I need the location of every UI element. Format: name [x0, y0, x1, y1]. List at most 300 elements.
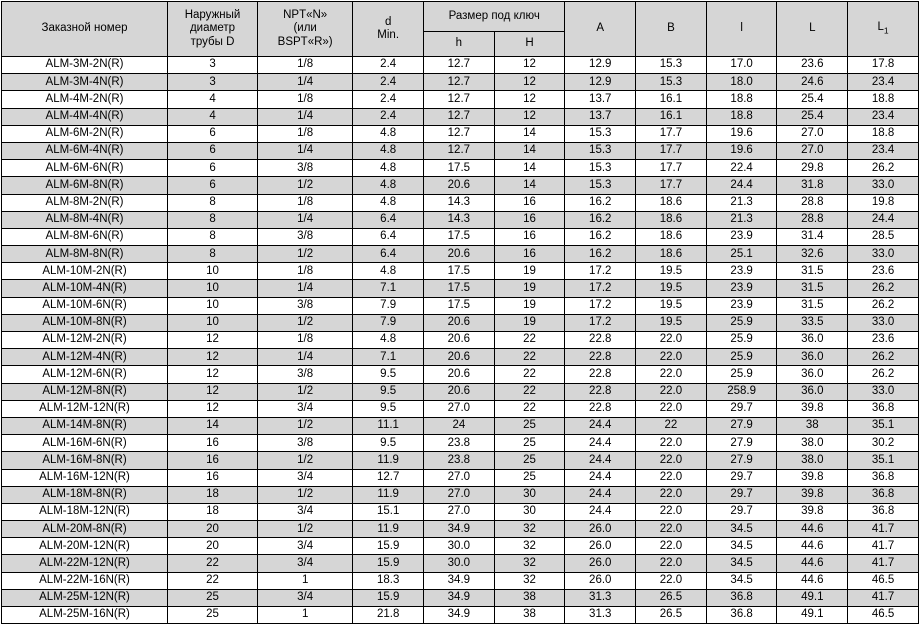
cell-b: 22.0 — [636, 435, 707, 452]
cell-b: 26.5 — [636, 607, 707, 624]
cell-wrench-h-upper: 25 — [494, 452, 565, 469]
cell-thread: 1/8 — [258, 332, 353, 349]
table-row — [2, 108, 919, 125]
cell-outer-diameter: 18 — [168, 503, 258, 520]
cell-outer-diameter: 6 — [168, 125, 258, 142]
cell-thread: 3/8 — [258, 435, 353, 452]
cell-order-number: ALM-8M-2N(R) — [2, 194, 168, 211]
cell-wrench-h-upper: 25 — [494, 469, 565, 486]
cell-l1: 23.6 — [848, 332, 919, 349]
cell-l-upper: 29.8 — [777, 160, 848, 177]
cell-l1: 30.2 — [848, 435, 919, 452]
header-l1-base: L — [877, 21, 884, 34]
cell-thread: 3/4 — [258, 538, 353, 555]
cell-b: 22.0 — [636, 469, 707, 486]
cell-a: 15.3 — [565, 177, 636, 194]
cell-wrench-h-lower: 14.3 — [424, 211, 495, 228]
table-row — [2, 280, 919, 297]
cell-b: 22.0 — [636, 521, 707, 538]
cell-order-number: ALM-6M-6N(R) — [2, 160, 168, 177]
cell-l-upper: 27.0 — [777, 125, 848, 142]
cell-l-upper: 31.5 — [777, 297, 848, 314]
cell-thread: 1 — [258, 607, 353, 624]
cell-l1: 26.2 — [848, 160, 919, 177]
header-d-min — [353, 2, 424, 57]
cell-b: 17.7 — [636, 125, 707, 142]
cell-l-lower: 25.9 — [706, 332, 777, 349]
cell-outer-diameter: 14 — [168, 417, 258, 434]
cell-l-lower: 17.0 — [706, 57, 777, 74]
cell-wrench-h-upper: 32 — [494, 572, 565, 589]
cell-l-upper: 31.4 — [777, 228, 848, 245]
cell-order-number: ALM-4M-2N(R) — [2, 91, 168, 108]
header-thread-line2: (или — [293, 22, 317, 35]
cell-d-min: 7.1 — [353, 280, 424, 297]
cell-wrench-h-lower: 17.5 — [424, 228, 495, 245]
cell-d-min: 4.8 — [353, 332, 424, 349]
cell-order-number: ALM-8M-8N(R) — [2, 246, 168, 263]
header-order-number: Заказной номер — [2, 2, 168, 57]
cell-l1: 36.8 — [848, 503, 919, 520]
cell-order-number: ALM-18M-8N(R) — [2, 486, 168, 503]
cell-b: 18.6 — [636, 228, 707, 245]
cell-l1: 26.2 — [848, 366, 919, 383]
cell-wrench-h-upper: 19 — [494, 314, 565, 331]
cell-thread: 1/2 — [258, 486, 353, 503]
cell-l-upper: 39.8 — [777, 469, 848, 486]
cell-l-lower: 34.5 — [706, 538, 777, 555]
cell-l1: 41.7 — [848, 521, 919, 538]
cell-wrench-h-lower: 27.0 — [424, 503, 495, 520]
cell-a: 24.4 — [565, 503, 636, 520]
cell-l1: 33.0 — [848, 246, 919, 263]
cell-a: 26.0 — [565, 572, 636, 589]
cell-l-upper: 36.0 — [777, 332, 848, 349]
cell-outer-diameter: 12 — [168, 332, 258, 349]
header-wrench-size-group: Размер под ключ — [424, 2, 565, 32]
cell-wrench-h-upper: 38 — [494, 607, 565, 624]
cell-d-min: 12.7 — [353, 469, 424, 486]
table-row — [2, 91, 919, 108]
cell-order-number: ALM-25M-12N(R) — [2, 589, 168, 606]
table-row — [2, 349, 919, 366]
header-l-lower: l — [706, 2, 777, 57]
cell-l1: 23.6 — [848, 263, 919, 280]
cell-a: 22.8 — [565, 383, 636, 400]
cell-l-upper: 25.4 — [777, 108, 848, 125]
cell-d-min: 2.4 — [353, 91, 424, 108]
cell-l-lower: 29.7 — [706, 486, 777, 503]
cell-thread: 1/4 — [258, 280, 353, 297]
cell-b: 22.0 — [636, 452, 707, 469]
cell-wrench-h-upper: 12 — [494, 57, 565, 74]
cell-wrench-h-lower: 17.5 — [424, 297, 495, 314]
cell-a: 15.3 — [565, 160, 636, 177]
table-row — [2, 538, 919, 555]
cell-b: 22.0 — [636, 400, 707, 417]
cell-a: 16.2 — [565, 194, 636, 211]
cell-l1: 46.5 — [848, 607, 919, 624]
cell-wrench-h-upper: 22 — [494, 366, 565, 383]
cell-a: 24.4 — [565, 435, 636, 452]
cell-l-lower: 23.9 — [706, 297, 777, 314]
cell-a: 15.3 — [565, 142, 636, 159]
cell-order-number: ALM-18M-12N(R) — [2, 503, 168, 520]
cell-l-upper: 44.6 — [777, 572, 848, 589]
table-row — [2, 400, 919, 417]
cell-wrench-h-upper: 19 — [494, 280, 565, 297]
cell-outer-diameter: 6 — [168, 160, 258, 177]
table-row — [2, 263, 919, 280]
cell-d-min: 4.8 — [353, 194, 424, 211]
cell-order-number: ALM-25M-16N(R) — [2, 607, 168, 624]
cell-wrench-h-lower: 17.5 — [424, 263, 495, 280]
table-row — [2, 555, 919, 572]
cell-d-min: 11.9 — [353, 452, 424, 469]
cell-thread: 3/4 — [258, 555, 353, 572]
cell-a: 24.4 — [565, 417, 636, 434]
cell-l-upper: 44.6 — [777, 555, 848, 572]
cell-a: 24.4 — [565, 469, 636, 486]
cell-wrench-h-lower: 12.7 — [424, 125, 495, 142]
cell-outer-diameter: 8 — [168, 194, 258, 211]
cell-l-lower: 34.5 — [706, 521, 777, 538]
cell-d-min: 6.4 — [353, 246, 424, 263]
cell-b: 19.5 — [636, 280, 707, 297]
cell-wrench-h-upper: 19 — [494, 263, 565, 280]
cell-wrench-h-lower: 27.0 — [424, 400, 495, 417]
cell-order-number: ALM-8M-6N(R) — [2, 228, 168, 245]
cell-order-number: ALM-6M-8N(R) — [2, 177, 168, 194]
cell-thread: 3/4 — [258, 469, 353, 486]
cell-b: 17.7 — [636, 160, 707, 177]
cell-b: 19.5 — [636, 314, 707, 331]
cell-d-min: 18.3 — [353, 572, 424, 589]
cell-wrench-h-upper: 14 — [494, 142, 565, 159]
cell-wrench-h-upper: 32 — [494, 555, 565, 572]
cell-l-upper: 31.8 — [777, 177, 848, 194]
cell-d-min: 2.4 — [353, 74, 424, 91]
cell-l-upper: 27.0 — [777, 142, 848, 159]
cell-wrench-h-lower: 20.6 — [424, 177, 495, 194]
cell-thread: 3/8 — [258, 297, 353, 314]
table-row — [2, 452, 919, 469]
cell-l-upper: 44.6 — [777, 538, 848, 555]
cell-l-lower: 25.9 — [706, 349, 777, 366]
cell-order-number: ALM-22M-16N(R) — [2, 572, 168, 589]
header-l1-subscript: 1 — [883, 25, 889, 36]
cell-a: 15.3 — [565, 125, 636, 142]
cell-d-min: 4.8 — [353, 263, 424, 280]
cell-l1: 35.1 — [848, 452, 919, 469]
cell-order-number: ALM-12M-4N(R) — [2, 349, 168, 366]
cell-thread: 1/4 — [258, 349, 353, 366]
cell-wrench-h-lower: 12.7 — [424, 142, 495, 159]
cell-b: 22.0 — [636, 503, 707, 520]
cell-l1: 23.4 — [848, 142, 919, 159]
cell-outer-diameter: 12 — [168, 383, 258, 400]
cell-b: 19.5 — [636, 263, 707, 280]
cell-b: 15.3 — [636, 74, 707, 91]
cell-wrench-h-lower: 17.5 — [424, 160, 495, 177]
cell-a: 22.8 — [565, 332, 636, 349]
cell-a: 12.9 — [565, 74, 636, 91]
cell-wrench-h-upper: 25 — [494, 435, 565, 452]
cell-order-number: ALM-12M-12N(R) — [2, 400, 168, 417]
cell-wrench-h-lower: 14.3 — [424, 194, 495, 211]
cell-l-lower: 29.7 — [706, 503, 777, 520]
cell-l-upper: 28.8 — [777, 194, 848, 211]
cell-wrench-h-lower: 20.6 — [424, 366, 495, 383]
cell-thread: 1/2 — [258, 383, 353, 400]
cell-wrench-h-upper: 16 — [494, 228, 565, 245]
cell-outer-diameter: 6 — [168, 142, 258, 159]
cell-wrench-h-upper: 19 — [494, 297, 565, 314]
header-outer-diameter — [168, 2, 258, 57]
cell-l-upper: 38 — [777, 417, 848, 434]
cell-outer-diameter: 4 — [168, 108, 258, 125]
cell-l1: 26.2 — [848, 280, 919, 297]
cell-order-number: ALM-6M-2N(R) — [2, 125, 168, 142]
cell-wrench-h-upper: 16 — [494, 246, 565, 263]
cell-wrench-h-upper: 12 — [494, 108, 565, 125]
cell-l1: 26.2 — [848, 349, 919, 366]
cell-wrench-h-lower: 34.9 — [424, 607, 495, 624]
cell-b: 18.6 — [636, 246, 707, 263]
cell-l-upper: 39.8 — [777, 486, 848, 503]
cell-thread: 1/2 — [258, 246, 353, 263]
cell-order-number: ALM-3M-2N(R) — [2, 57, 168, 74]
cell-l-lower: 19.6 — [706, 125, 777, 142]
table-row — [2, 435, 919, 452]
cell-outer-diameter: 3 — [168, 74, 258, 91]
cell-b: 22.0 — [636, 555, 707, 572]
cell-outer-diameter: 16 — [168, 452, 258, 469]
cell-a: 16.2 — [565, 211, 636, 228]
cell-d-min: 7.1 — [353, 349, 424, 366]
cell-l-upper: 23.6 — [777, 57, 848, 74]
cell-l-upper: 25.4 — [777, 91, 848, 108]
cell-l-lower: 23.9 — [706, 280, 777, 297]
cell-order-number: ALM-3M-4N(R) — [2, 74, 168, 91]
cell-b: 22.0 — [636, 538, 707, 555]
cell-outer-diameter: 8 — [168, 246, 258, 263]
cell-order-number: ALM-10M-4N(R) — [2, 280, 168, 297]
cell-outer-diameter: 6 — [168, 177, 258, 194]
cell-wrench-h-lower: 20.6 — [424, 314, 495, 331]
cell-thread: 1/8 — [258, 194, 353, 211]
cell-outer-diameter: 20 — [168, 521, 258, 538]
cell-l1: 19.8 — [848, 194, 919, 211]
cell-outer-diameter: 3 — [168, 57, 258, 74]
cell-order-number: ALM-20M-8N(R) — [2, 521, 168, 538]
cell-a: 31.3 — [565, 589, 636, 606]
cell-l-upper: 36.0 — [777, 383, 848, 400]
cell-wrench-h-upper: 16 — [494, 211, 565, 228]
cell-outer-diameter: 22 — [168, 572, 258, 589]
cell-l-upper: 24.6 — [777, 74, 848, 91]
cell-d-min: 6.4 — [353, 211, 424, 228]
cell-thread: 1/4 — [258, 142, 353, 159]
table-row — [2, 314, 919, 331]
cell-thread: 1/8 — [258, 263, 353, 280]
cell-wrench-h-lower: 34.9 — [424, 572, 495, 589]
cell-thread: 1/4 — [258, 108, 353, 125]
cell-l1: 24.4 — [848, 211, 919, 228]
cell-wrench-h-upper: 16 — [494, 194, 565, 211]
cell-l-lower: 18.8 — [706, 91, 777, 108]
table-row — [2, 160, 919, 177]
cell-l-lower: 23.9 — [706, 263, 777, 280]
cell-a: 24.4 — [565, 486, 636, 503]
cell-thread: 3/4 — [258, 589, 353, 606]
cell-l-upper: 38.0 — [777, 452, 848, 469]
cell-outer-diameter: 25 — [168, 589, 258, 606]
cell-wrench-h-upper: 32 — [494, 521, 565, 538]
cell-order-number: ALM-22M-12N(R) — [2, 555, 168, 572]
cell-outer-diameter: 12 — [168, 366, 258, 383]
header-outer-diameter-line3: трубы D — [190, 35, 235, 48]
cell-l1: 18.8 — [848, 125, 919, 142]
cell-a: 16.2 — [565, 246, 636, 263]
table-row — [2, 469, 919, 486]
table-row — [2, 589, 919, 606]
cell-outer-diameter: 16 — [168, 435, 258, 452]
cell-outer-diameter: 8 — [168, 211, 258, 228]
cell-d-min: 2.4 — [353, 108, 424, 125]
cell-outer-diameter: 10 — [168, 263, 258, 280]
cell-l1: 17.8 — [848, 57, 919, 74]
cell-l-lower: 36.8 — [706, 607, 777, 624]
cell-l-lower: 258.9 — [706, 383, 777, 400]
cell-d-min: 4.8 — [353, 160, 424, 177]
header-a: A — [565, 2, 636, 57]
cell-b: 22.0 — [636, 572, 707, 589]
cell-l1: 33.0 — [848, 177, 919, 194]
cell-l-lower: 36.8 — [706, 589, 777, 606]
cell-l1: 33.0 — [848, 314, 919, 331]
cell-l-lower: 19.6 — [706, 142, 777, 159]
header-thread-line3: BSPT«R») — [277, 35, 333, 48]
cell-wrench-h-upper: 22 — [494, 400, 565, 417]
cell-outer-diameter: 10 — [168, 297, 258, 314]
cell-a: 26.0 — [565, 521, 636, 538]
cell-order-number: ALM-12M-2N(R) — [2, 332, 168, 349]
cell-wrench-h-upper: 14 — [494, 177, 565, 194]
cell-l-lower: 27.9 — [706, 417, 777, 434]
cell-l1: 41.7 — [848, 555, 919, 572]
cell-order-number: ALM-8M-4N(R) — [2, 211, 168, 228]
cell-b: 22 — [636, 417, 707, 434]
header-thread — [258, 2, 353, 57]
cell-d-min: 21.8 — [353, 607, 424, 624]
cell-l1: 33.0 — [848, 383, 919, 400]
cell-b: 16.1 — [636, 91, 707, 108]
table-row — [2, 142, 919, 159]
cell-d-min: 9.5 — [353, 383, 424, 400]
cell-l-upper: 36.0 — [777, 366, 848, 383]
cell-b: 17.7 — [636, 142, 707, 159]
table-row — [2, 297, 919, 314]
cell-b: 15.3 — [636, 57, 707, 74]
cell-b: 22.0 — [636, 332, 707, 349]
cell-order-number: ALM-16M-8N(R) — [2, 452, 168, 469]
cell-outer-diameter: 16 — [168, 469, 258, 486]
cell-outer-diameter: 20 — [168, 538, 258, 555]
cell-wrench-h-lower: 20.6 — [424, 332, 495, 349]
cell-l-lower: 29.7 — [706, 400, 777, 417]
cell-wrench-h-upper: 12 — [494, 91, 565, 108]
table-row — [2, 572, 919, 589]
cell-l-lower: 23.9 — [706, 228, 777, 245]
cell-wrench-h-lower: 30.0 — [424, 538, 495, 555]
table-row — [2, 521, 919, 538]
cell-order-number: ALM-20M-12N(R) — [2, 538, 168, 555]
cell-order-number: ALM-16M-12N(R) — [2, 469, 168, 486]
table-row — [2, 607, 919, 624]
cell-d-min: 7.9 — [353, 314, 424, 331]
cell-wrench-h-upper: 22 — [494, 332, 565, 349]
cell-b: 22.0 — [636, 486, 707, 503]
cell-d-min: 11.9 — [353, 521, 424, 538]
header-outer-diameter-line1: Наружный — [184, 9, 241, 22]
cell-wrench-h-upper: 30 — [494, 503, 565, 520]
cell-l1: 26.2 — [848, 297, 919, 314]
cell-wrench-h-upper: 25 — [494, 417, 565, 434]
header-b: B — [636, 2, 707, 57]
cell-order-number: ALM-16M-6N(R) — [2, 435, 168, 452]
cell-l-lower: 18.0 — [706, 74, 777, 91]
cell-outer-diameter: 8 — [168, 228, 258, 245]
cell-wrench-h-lower: 30.0 — [424, 555, 495, 572]
cell-d-min: 15.9 — [353, 589, 424, 606]
cell-wrench-h-lower: 20.6 — [424, 246, 495, 263]
cell-a: 24.4 — [565, 452, 636, 469]
cell-a: 16.2 — [565, 228, 636, 245]
cell-l-upper: 31.5 — [777, 280, 848, 297]
cell-l1: 46.5 — [848, 572, 919, 589]
cell-thread: 1/4 — [258, 74, 353, 91]
cell-thread: 3/8 — [258, 160, 353, 177]
cell-l-lower: 21.3 — [706, 211, 777, 228]
cell-thread: 3/8 — [258, 228, 353, 245]
cell-d-min: 15.1 — [353, 503, 424, 520]
cell-thread: 1/2 — [258, 314, 353, 331]
cell-order-number: ALM-10M-8N(R) — [2, 314, 168, 331]
cell-l-lower: 25.9 — [706, 314, 777, 331]
cell-l-upper: 36.0 — [777, 349, 848, 366]
table-row — [2, 503, 919, 520]
cell-thread: 1/2 — [258, 521, 353, 538]
cell-wrench-h-lower: 20.6 — [424, 383, 495, 400]
cell-a: 17.2 — [565, 314, 636, 331]
cell-l1: 36.8 — [848, 486, 919, 503]
cell-thread: 1/2 — [258, 452, 353, 469]
cell-wrench-h-upper: 12 — [494, 74, 565, 91]
cell-b: 22.0 — [636, 383, 707, 400]
cell-wrench-h-lower: 12.7 — [424, 74, 495, 91]
cell-wrench-h-lower: 24 — [424, 417, 495, 434]
cell-d-min: 11.1 — [353, 417, 424, 434]
cell-order-number: ALM-12M-8N(R) — [2, 383, 168, 400]
cell-a: 22.8 — [565, 349, 636, 366]
cell-outer-diameter: 10 — [168, 280, 258, 297]
cell-d-min: 4.8 — [353, 125, 424, 142]
cell-l-lower: 24.4 — [706, 177, 777, 194]
cell-b: 19.5 — [636, 297, 707, 314]
cell-a: 17.2 — [565, 263, 636, 280]
cell-wrench-h-upper: 30 — [494, 486, 565, 503]
